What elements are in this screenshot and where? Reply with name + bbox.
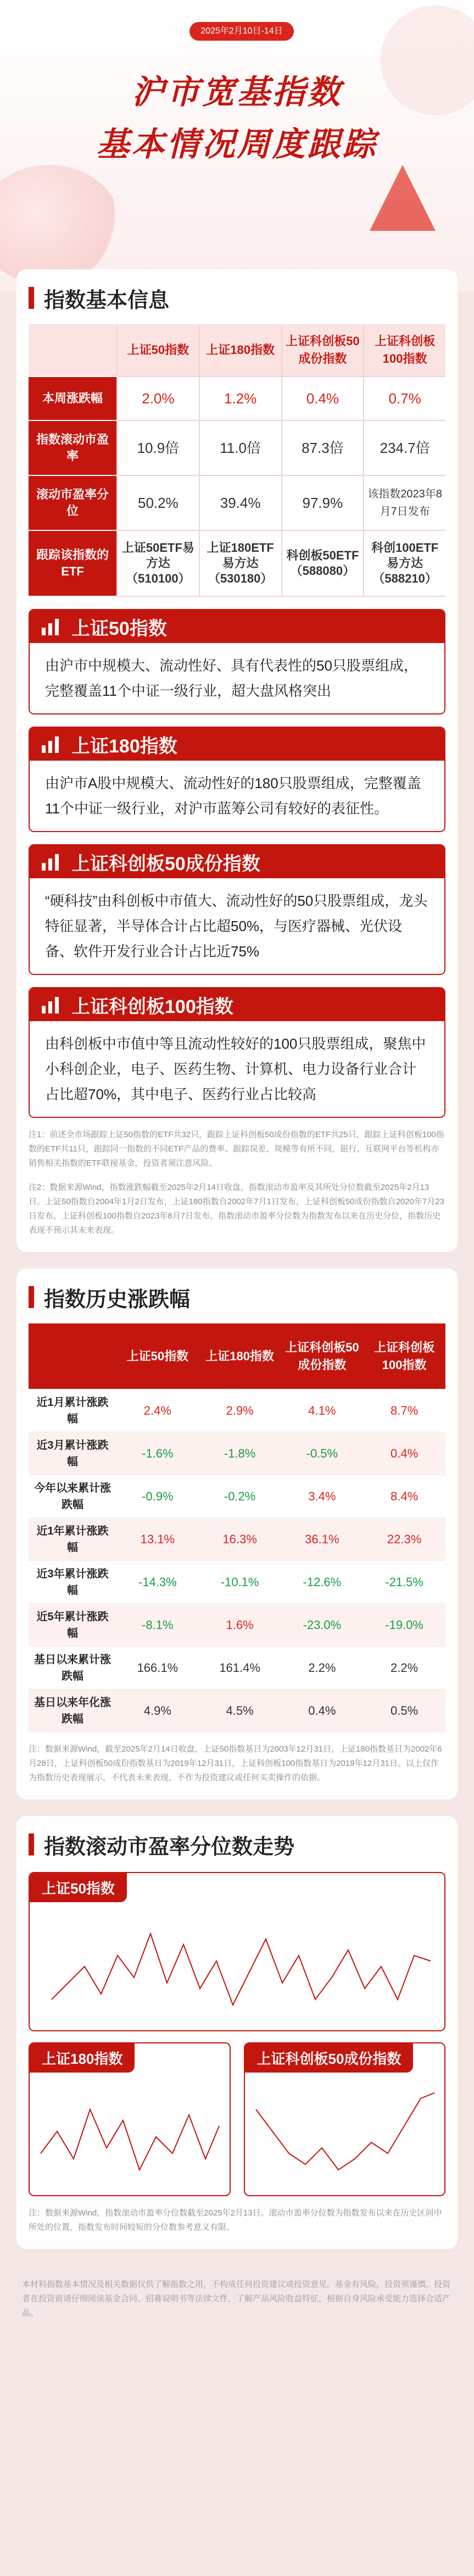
table-cell: 2.2% (363, 1647, 445, 1689)
table-cell: 2.0% (116, 377, 199, 421)
basic-info-section (16, 269, 458, 1252)
table-cell: -0.9% (116, 1475, 199, 1518)
table-cell: 4.1% (281, 1389, 364, 1432)
index-intro-box (29, 987, 445, 1118)
basic-info-table (29, 324, 445, 597)
intro-box-body: 由沪市A股中规模大、流动性好的180只股票组成，完整覆盖11个中证一级行业，对沪市蓝筹公司有较好的表征性。 (30, 761, 444, 831)
section-header (29, 1281, 445, 1314)
table-row (29, 1432, 445, 1475)
table-cell: 13.1% (116, 1518, 199, 1561)
table-cell: -21.5% (363, 1561, 445, 1604)
column-header: 上证科创板50成份指数 (281, 1323, 364, 1389)
bar-chart-icon (41, 734, 60, 754)
section-title: 指数历史涨跌幅 (44, 1288, 191, 1311)
column-header: 上证50指数 (116, 1323, 199, 1389)
etf-link[interactable]: 科创100ETF易方达（588210） (363, 531, 445, 597)
table-cell: 8.4% (363, 1475, 445, 1518)
table-row (29, 421, 445, 476)
table-cell: 0.4% (363, 1432, 445, 1475)
column-header: 上证科创板100指数 (363, 1323, 445, 1389)
pe-chart (29, 1872, 445, 2031)
history-table (29, 1323, 445, 1732)
row-label: 近1月累计涨跌幅 (29, 1389, 116, 1432)
row-label: 滚动市盈率分位 (29, 476, 116, 531)
corner-cell (29, 324, 116, 377)
table-header-row (29, 1323, 445, 1389)
footnote: 注：数据来源Wind，截至2025年2月14日收盘，上证50指数基日为2003年12月31日，上证180指数基日为2002年6月28日，上证科创板50成份指数基日为2019年12月31日，上证科创板100指数基日为2019年12月31日。以上仅作为指数历史表现展示，不代表未来表现，不作为投资建议或任何买卖操作的依据。 (29, 1744, 442, 1782)
table-cell: 1.2% (199, 377, 281, 421)
table-cell: -0.5% (281, 1432, 364, 1475)
date-badge: 2025年2月10日-14日 (189, 22, 294, 41)
table-row (29, 476, 445, 531)
bar-chart-icon (41, 995, 60, 1015)
table-cell: 0.4% (281, 1689, 364, 1732)
section-bar (29, 287, 34, 309)
section-header (29, 1828, 445, 1861)
history-section (16, 1268, 458, 1799)
table-cell: 4.9% (116, 1689, 199, 1732)
table-cell: 0.4% (281, 377, 364, 421)
intro-box-title: 上证科创板100指数 (71, 996, 233, 1017)
intro-box-title: 上证180指数 (71, 735, 177, 757)
section-header (29, 281, 445, 314)
table-cell: 161.4% (199, 1647, 281, 1689)
row-label: 近3年累计涨跌幅 (29, 1561, 116, 1604)
column-header: 上证科创板50成份指数 (281, 324, 364, 377)
column-header: 上证180指数 (199, 1323, 281, 1389)
intro-box-header (30, 988, 444, 1021)
footnote: 注：数据来源Wind，指数滚动市盈率分位数截至2025年2月13日。滚动市盈率分位数为指数发布以来在历史区间中所处的位置，指数发布时间较短的分位数参考意义有限。 (29, 2208, 442, 2232)
section-title: 指数滚动市盈率分位数走势 (44, 1835, 295, 1859)
table-cell: 2.9% (199, 1389, 281, 1432)
table-cell: 166.1% (116, 1647, 199, 1689)
table-row (29, 531, 445, 597)
bar-chart-icon (41, 617, 60, 636)
table-cell: 50.2% (116, 476, 199, 531)
column-header: 上证50指数 (116, 324, 199, 377)
chart-label: 上证50指数 (30, 1873, 127, 1902)
row-label: 本周涨跌幅 (29, 377, 116, 421)
page-title-line2: 基本情况周度跟踪 (96, 126, 378, 163)
column-header: 上证180指数 (199, 324, 281, 377)
table-cell: 16.3% (199, 1518, 281, 1561)
pe-line-series (256, 2093, 434, 2170)
pe-line-series (41, 2109, 219, 2170)
intro-box-body: “硬科技”由科创板中市值大、流动性好的50只股票组成，龙头特征显著，半导体合计占比超50%，与医疗器械、光伏设备、软件开发行业合计占比近75% (30, 878, 444, 974)
table-cell: 2.2% (281, 1647, 364, 1689)
row-label: 基日以来年化涨跌幅 (29, 1689, 116, 1732)
section-bar (29, 1286, 34, 1308)
pe-line-series (52, 1934, 431, 2005)
table-cell: 1.6% (199, 1604, 281, 1647)
table-cell: 97.9% (281, 476, 364, 531)
row-label: 近3月累计涨跌幅 (29, 1432, 116, 1475)
table-cell: -0.2% (199, 1475, 281, 1518)
table-row (29, 1604, 445, 1647)
header-banner (0, 0, 474, 291)
row-label: 近5年累计涨跌幅 (29, 1604, 116, 1647)
table-row (29, 1647, 445, 1689)
table-cell: 2.4% (116, 1389, 199, 1432)
table-cell: -1.8% (199, 1432, 281, 1475)
chart-label: 上证科创板50成份指数 (245, 2043, 414, 2073)
etf-link[interactable]: 上证50ETF易方达（510100） (116, 531, 199, 597)
table-row (29, 1689, 445, 1732)
table-cell: -10.1% (199, 1561, 281, 1604)
table-header-row (29, 324, 445, 377)
footnote: 注2：数据来源Wind，指数涨跌幅截至2025年2月14日收盘，指数滚动市盈率及其所处分位数截至2025年2月13日。上证50指数自2004年1月2日发布，上证180指数自2002年7月1日发布，上证科创板50成份指数自2020年7月23日发布，上证科创板100指数自2023年8月7日发布。指数滚动市盈率分位数为指数发布以来在历史分位，指数历史表现不预示其未来表现。 (29, 1183, 444, 1235)
index-intro-box (29, 844, 445, 975)
table-cell: 4.5% (199, 1689, 281, 1732)
table-cell: 36.1% (281, 1518, 364, 1561)
corner-cell (29, 1323, 116, 1389)
table-cell: -1.6% (116, 1432, 199, 1475)
table-row (29, 1561, 445, 1604)
table-cell: 0.5% (363, 1689, 445, 1732)
row-label: 指数滚动市盈率 (29, 421, 116, 476)
intro-box-body: 由科创板中市值中等且流动性较好的100只股票组成，聚焦中小科创企业，电子、医药生物、计算机、电力设备行业合计占比超70%，其中电子、医药行业占比较高 (30, 1021, 444, 1117)
table-cell: 11.0倍 (199, 421, 281, 476)
pe-chart (29, 2042, 231, 2196)
index-intro-box (29, 609, 445, 714)
section-bar (29, 1833, 34, 1855)
index-intro-box (29, 727, 445, 832)
intro-box-title: 上证科创板50成份指数 (71, 853, 260, 874)
table-row (29, 1389, 445, 1432)
bar-chart-icon (41, 852, 60, 872)
table-cell: 0.7% (363, 377, 445, 421)
chart-row (29, 2031, 445, 2196)
disclaimer: 本材料指数基本情况及相关数据仅供了解指数之用，不构成任何投资建议或投资意见。基金有风险，投资须谨慎。投资者在投资前请仔细阅读基金合同、招募说明书等法律文件，了解产品风险收益特征，根据自身风险承受能力选择合适产品。 (22, 2280, 451, 2318)
table-cell: 8.7% (363, 1389, 445, 1432)
row-label: 今年以来累计涨跌幅 (29, 1475, 116, 1518)
intro-box-body: 由沪市中规模大、流动性好、具有代表性的50只股票组成，完整覆盖11个中证一级行业，超大盘风格突出 (30, 643, 444, 713)
pe-percentile-section (16, 1816, 458, 2249)
table-cell: 10.9倍 (116, 421, 199, 476)
pe-chart (244, 2042, 446, 2196)
column-header: 上证科创板100指数 (363, 324, 445, 377)
intro-box-header (30, 728, 444, 761)
section-title: 指数基本信息 (44, 289, 170, 312)
up-arrow-icon (370, 165, 436, 231)
table-cell: 该指数2023年8月7日发布 (363, 476, 445, 531)
row-label: 基日以来累计涨跌幅 (29, 1647, 116, 1689)
intro-box-title: 上证50指数 (71, 618, 167, 639)
row-label: 近1年累计涨跌幅 (29, 1518, 116, 1561)
table-row (29, 377, 445, 421)
intro-box-header (30, 845, 444, 878)
table-cell: 39.4% (199, 476, 281, 531)
intro-box-header (30, 610, 444, 643)
table-cell: -19.0% (363, 1604, 445, 1647)
row-label: 跟踪该指数的ETF (29, 531, 116, 597)
table-cell: 22.3% (363, 1518, 445, 1561)
etf-link[interactable]: 上证180ETF易方达（530180） (199, 531, 281, 597)
footnote: 注1：前述全市场跟踪上证50指数的ETF共32只，跟踪上证科创板50成份指数的ETF共25只，跟踪上证科创板100指数的ETF共11只，跟踪同一指数的不同ETF产品的费率、跟踪误差、规模等有所不同，银行、互联网平台等机构亦销售相关指数的ETF联接基金，投资者须注意风险。 (29, 1130, 444, 1168)
table-row (29, 1518, 445, 1561)
table-cell: -12.6% (281, 1561, 364, 1604)
table-cell: 3.4% (281, 1475, 364, 1518)
decoration-circle (0, 165, 121, 286)
table-cell: -8.1% (116, 1604, 199, 1647)
table-cell: 234.7倍 (363, 421, 445, 476)
chart-label: 上证180指数 (30, 2043, 135, 2073)
table-cell: -23.0% (281, 1604, 364, 1647)
etf-link[interactable]: 科创板50ETF（588080） (281, 531, 364, 597)
table-cell: 87.3倍 (281, 421, 364, 476)
table-cell: -14.3% (116, 1561, 199, 1604)
page-title-line1: 沪市宽基指数 (131, 74, 343, 110)
table-row (29, 1475, 445, 1518)
